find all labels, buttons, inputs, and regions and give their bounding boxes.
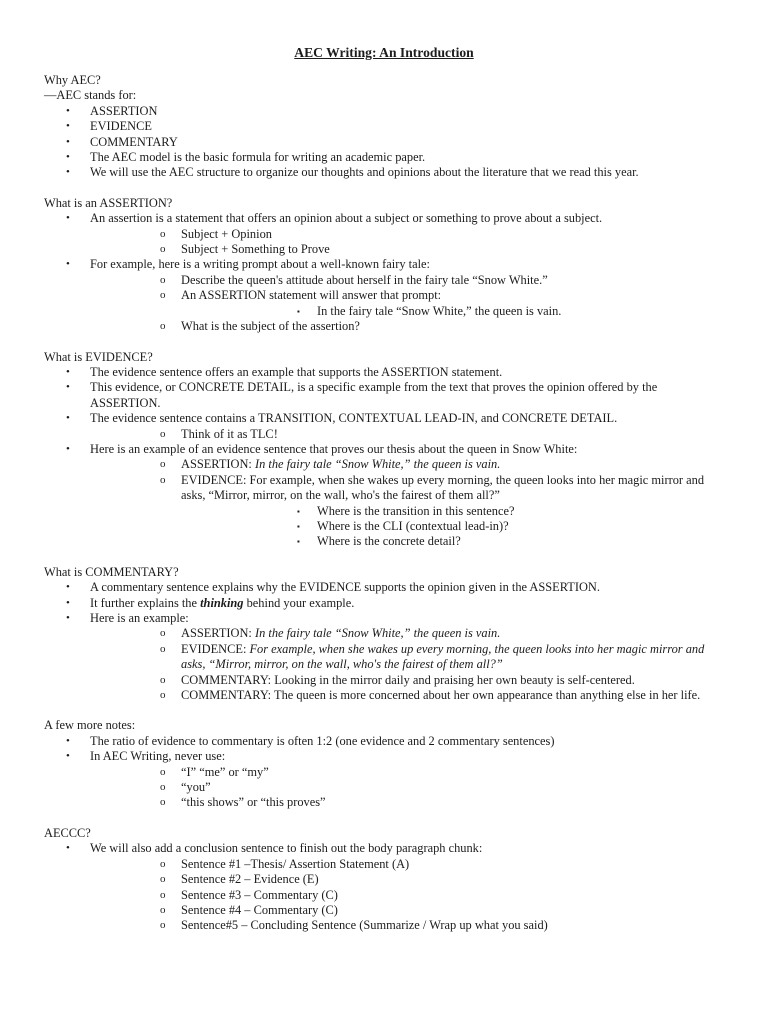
list-item	[44, 150, 724, 165]
sub-list-item	[90, 273, 724, 288]
item-text: We will also add a conclusion sentence to finish out the body paragraph chunk:	[90, 841, 483, 856]
item-text: The evidence sentence offers an example that supports the ASSERTION statement.	[90, 364, 503, 379]
item-text: Sentence#5 – Concluding Sentence (Summarize / Wrap up what you said)	[181, 918, 548, 933]
item-text: COMMENTARY: Looking in the mirror daily and praising her own beauty is self-centered.	[181, 672, 635, 687]
item-text: Where is the concrete detail?	[317, 534, 461, 549]
square-marker: ▪	[297, 506, 300, 516]
sub-list-item	[181, 504, 724, 519]
section	[44, 73, 724, 181]
item-text: Subject + Opinion	[181, 226, 272, 241]
section-heading: What is COMMENTARY?	[44, 564, 179, 579]
item-text: In the fairy tale “Snow White,” the queen is vain.	[317, 303, 562, 318]
item-text: Sentence #2 – Evidence (E)	[181, 872, 319, 887]
section-heading: AECCC?	[44, 825, 91, 840]
sub-list-item	[181, 304, 724, 319]
item-text: Describe the queen's attitude about herself in the fairy tale “Snow White.”	[181, 272, 548, 287]
item-text: Sentence #4 – Commentary (C)	[181, 902, 338, 917]
circle-marker: o	[160, 273, 166, 286]
item-text: A commentary sentence explains why the EVIDENCE supports the opinion given in the ASSERTION.	[90, 580, 600, 595]
section	[44, 565, 724, 704]
list-item	[44, 119, 724, 134]
bullet-marker: •	[66, 596, 70, 609]
sub-list-item	[90, 888, 724, 903]
list-item	[44, 365, 724, 380]
list-item	[44, 211, 724, 257]
item-text: Sentence #1 –Thesis/ Assertion Statement (A)	[181, 856, 410, 871]
item-text: “I” “me” or “my”	[181, 764, 269, 779]
item-text: COMMENTARY	[90, 134, 178, 149]
section-heading: A few more notes:	[44, 718, 136, 733]
circle-marker: o	[160, 243, 166, 256]
item-text: Sentence #3 – Commentary (C)	[181, 887, 338, 902]
square-marker: ▪	[297, 306, 300, 316]
circle-marker: o	[160, 458, 166, 471]
item-text: Here is an example of an evidence sentence that proves our thesis about the queen in Snow White:	[90, 441, 578, 456]
circle-marker: o	[160, 642, 166, 655]
section-heading: Why AEC?	[44, 73, 101, 87]
item-text: Think of it as TLC!	[181, 426, 278, 441]
list-item	[44, 580, 724, 595]
page-title: AEC Writing: An Introduction	[294, 45, 474, 60]
item-text: This evidence, or CONCRETE DETAIL, is a specific example from the text that proves the opinion offered by the ASSERTION.	[90, 380, 658, 410]
circle-marker: o	[160, 781, 166, 794]
item-text-after: behind your example.	[243, 595, 355, 610]
circle-marker: o	[160, 796, 166, 809]
item-label: ASSERTION:	[181, 457, 255, 472]
section	[44, 196, 724, 335]
sub-list-item	[90, 872, 724, 887]
circle-marker: o	[160, 627, 166, 640]
list-level-2	[90, 457, 724, 549]
item-text: An assertion is a statement that offers an opinion about a subject or something to prove about a subject.	[90, 211, 603, 226]
sub-list-item	[90, 673, 724, 688]
section-heading: What is EVIDENCE?	[44, 349, 153, 364]
circle-marker: o	[160, 427, 166, 440]
item-text: In AEC Writing, never use:	[90, 749, 226, 764]
list-level-1	[44, 734, 724, 811]
bullet-marker: •	[66, 412, 70, 425]
circle-marker: o	[160, 673, 166, 686]
item-text: EVIDENCE	[90, 119, 152, 134]
list-level-2	[90, 857, 724, 934]
sub-list-item	[90, 242, 724, 257]
sub-list-item	[90, 473, 724, 550]
section	[44, 826, 724, 934]
bullet-marker: •	[66, 104, 70, 117]
item-text	[181, 642, 704, 671]
circle-marker: o	[160, 320, 166, 333]
section	[44, 350, 724, 550]
section-subheading: —AEC stands for:	[44, 88, 137, 103]
list-level-1	[44, 365, 724, 550]
bullet-marker: •	[66, 842, 70, 855]
circle-marker: o	[160, 857, 166, 870]
list-item	[44, 135, 724, 150]
circle-marker: o	[160, 227, 166, 240]
list-level-1	[44, 104, 724, 181]
list-item	[44, 611, 724, 703]
list-level-1	[44, 580, 724, 703]
sub-list-item	[90, 780, 724, 795]
circle-marker: o	[160, 765, 166, 778]
circle-marker: o	[160, 873, 166, 886]
bullet-marker: •	[66, 166, 70, 179]
bullet-marker: •	[66, 135, 70, 148]
list-item	[44, 104, 724, 119]
item-quote: In the fairy tale “Snow White,” the queen is vain.	[254, 457, 501, 472]
item-text: ASSERTION	[90, 103, 158, 118]
item-text: Subject + Something to Prove	[181, 242, 330, 257]
item-text	[181, 457, 500, 471]
list-item	[44, 411, 724, 442]
item-text: Where is the transition in this sentence?	[317, 503, 515, 518]
sub-list-item	[90, 903, 724, 918]
bullet-marker: •	[66, 581, 70, 594]
item-text: Where is the CLI (contextual lead-in)?	[317, 518, 509, 533]
sub-list-item	[90, 626, 724, 641]
list-item	[44, 749, 724, 811]
list-level-3	[181, 504, 724, 550]
bullet-marker: •	[66, 612, 70, 624]
bullet-marker: •	[66, 381, 70, 394]
list-item	[44, 734, 724, 749]
document-body	[44, 73, 724, 934]
list-item	[44, 841, 724, 933]
item-label: ASSERTION:	[181, 626, 255, 641]
square-marker: ▪	[297, 521, 300, 531]
list-level-2	[90, 427, 724, 442]
item-text: We will use the AEC structure to organize our thoughts and opinions about the literature that we read this year.	[90, 165, 639, 180]
list-item	[44, 596, 724, 611]
bullet-marker: •	[66, 212, 70, 225]
bullet-marker: •	[66, 365, 70, 378]
bullet-marker: •	[66, 734, 70, 747]
bullet-marker: •	[66, 151, 70, 164]
list-level-2	[90, 227, 724, 258]
item-text	[181, 626, 500, 640]
sub-list-item	[90, 795, 724, 810]
bullet-marker: •	[66, 120, 70, 133]
list-level-3	[181, 304, 724, 319]
item-quote: For example, when she wakes up every morning, the queen looks into her magic mirror and asks, “Mirror, mirror, on the wall, who's the fairest of them all?”	[181, 641, 705, 672]
item-text: What is the subject of the assertion?	[181, 319, 360, 334]
item-label: EVIDENCE:	[181, 641, 250, 656]
item-text	[90, 596, 354, 610]
item-text: The AEC model is the basic formula for writing an academic paper.	[90, 150, 426, 165]
emphasis-word: thinking	[200, 595, 244, 610]
list-level-2	[90, 765, 724, 811]
list-level-1	[44, 841, 724, 933]
list-level-2	[90, 626, 724, 703]
circle-marker: o	[160, 689, 166, 702]
item-text: The ratio of evidence to commentary is often 1:2 (one evidence and 2 commentary sentences)	[90, 733, 555, 748]
item-text: COMMENTARY: The queen is more concerned about her own appearance than anything else in her life.	[181, 688, 701, 703]
circle-marker: o	[160, 289, 166, 302]
sub-list-item	[90, 765, 724, 780]
sub-list-item	[90, 319, 724, 334]
sub-list-item	[90, 688, 724, 703]
document-page	[44, 44, 724, 949]
item-text-before: It further explains the	[90, 595, 201, 610]
item-text: For example, here is a writing prompt about a well-known fairy tale:	[90, 257, 430, 272]
section	[44, 718, 724, 810]
bullet-marker: •	[66, 258, 70, 271]
sub-list-item	[90, 918, 724, 933]
sub-list-item	[181, 534, 724, 549]
list-item	[44, 380, 724, 411]
circle-marker: o	[160, 473, 166, 486]
item-text: An ASSERTION statement will answer that prompt:	[181, 288, 442, 303]
sub-list-item	[90, 457, 724, 472]
bullet-marker: •	[66, 442, 70, 455]
list-level-1	[44, 211, 724, 334]
item-text: “this shows” or “this proves”	[181, 795, 326, 810]
sub-list-item	[90, 227, 724, 242]
item-text: Here is an example:	[90, 611, 189, 625]
sub-list-item	[90, 642, 724, 673]
list-item	[44, 257, 724, 334]
item-text: EVIDENCE: For example, when she wakes up every morning, the queen looks into her magic mirror and asks, “Mirror, mirror, on the wall, who's the fairest of them all?”	[181, 472, 705, 503]
sub-list-item	[90, 857, 724, 872]
item-quote: In the fairy tale “Snow White,” the queen is vain.	[254, 626, 501, 641]
circle-marker: o	[160, 919, 166, 932]
square-marker: ▪	[297, 537, 300, 547]
circle-marker: o	[160, 888, 166, 901]
list-level-2	[90, 273, 724, 335]
circle-marker: o	[160, 903, 166, 916]
list-item	[44, 165, 724, 180]
list-item	[44, 442, 724, 550]
sub-list-item	[90, 427, 724, 442]
sub-list-item	[181, 519, 724, 534]
bullet-marker: •	[66, 750, 70, 763]
item-text: The evidence sentence contains a TRANSITION, CONTEXTUAL LEAD-IN, and CONCRETE DETAIL.	[90, 411, 618, 426]
item-text: “you”	[181, 780, 211, 795]
sub-list-item	[90, 288, 724, 319]
section-heading: What is an ASSERTION?	[44, 195, 173, 210]
